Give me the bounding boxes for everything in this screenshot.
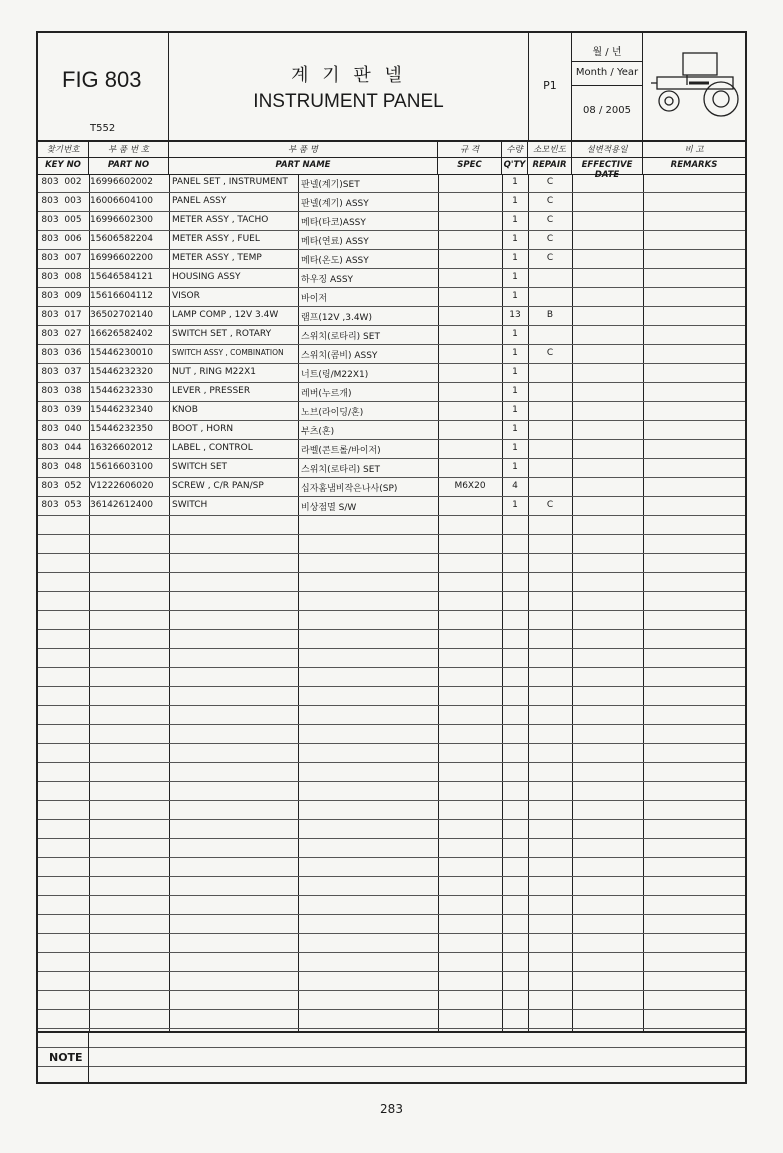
table-row: [38, 212, 745, 231]
cell-part: 15446232320: [90, 367, 153, 377]
parts-sheet: [36, 31, 747, 1084]
cell-fig: 803: [41, 196, 59, 206]
table-row: [38, 611, 745, 630]
cell-name-en: VISOR: [172, 291, 200, 301]
cell-qty: 1: [512, 177, 518, 187]
table-row: [38, 421, 745, 440]
note-label: NOTE: [49, 1051, 83, 1064]
cell-key: 048: [64, 462, 82, 472]
cell-part: 16626582402: [90, 329, 153, 339]
cell-name-en: METER ASSY , TEMP: [172, 253, 262, 263]
tractor-logo: [643, 33, 745, 140]
table-row: [38, 250, 745, 269]
cell-part: 16996602200: [90, 253, 153, 263]
cell-repair: C: [546, 177, 554, 187]
cell-qty: 1: [512, 405, 518, 415]
cell-part: 16326602012: [90, 443, 153, 453]
table-row: [38, 668, 745, 687]
col-spec: 규 격 SPEC: [438, 140, 502, 174]
cell-repair: C: [546, 196, 554, 206]
table-row: [38, 440, 745, 459]
title-english: INSTRUMENT PANEL: [253, 91, 444, 112]
cell-name-en: NUT , RING M22X1: [172, 367, 256, 377]
cell-qty: 1: [512, 443, 518, 453]
cell-part: 15446232340: [90, 405, 153, 415]
table-row: [38, 706, 745, 725]
cell-name-ko: 라벨(콘트롤/바이저): [301, 446, 381, 456]
cell-fig: 803: [41, 291, 59, 301]
cell-name-ko: 스위치(로타리) SET: [301, 465, 380, 475]
cell-fig: 803: [41, 367, 59, 377]
col-part-no: 부 품 번 호 PART NO: [89, 140, 169, 174]
cell-name-en: HOUSING ASSY: [172, 272, 241, 282]
cell-part: 15446232330: [90, 386, 153, 396]
table-row: [38, 782, 745, 801]
cell-qty: 1: [512, 291, 518, 301]
cell-qty: 1: [512, 234, 518, 244]
cell-fig: 803: [41, 215, 59, 225]
table-row: [38, 288, 745, 307]
cell-name-en: SWITCH SET , ROTARY: [172, 329, 272, 339]
cell-key: 007: [64, 253, 82, 263]
cell-name-ko: 비상점멸 S/W: [301, 503, 357, 513]
cell-key: 036: [64, 348, 82, 358]
issue-date: 08 / 2005: [583, 105, 631, 116]
table-row: [38, 991, 745, 1010]
col-repair: 소모빈도 REPAIR: [528, 140, 572, 174]
cell-key: 039: [64, 405, 82, 415]
cell-part: 16996602002: [90, 177, 153, 187]
table-row: [38, 896, 745, 915]
table-row: [38, 820, 745, 839]
table-row: [38, 687, 745, 706]
cell-qty: 1: [512, 462, 518, 472]
month-year-english: Month / Year: [575, 67, 639, 78]
cell-part: 15616603100: [90, 462, 153, 472]
table-row: [38, 402, 745, 421]
table-row: [38, 934, 745, 953]
cell-key: 053: [64, 500, 82, 510]
page-label: P1: [543, 79, 557, 92]
table-row: [38, 535, 745, 554]
cell-qty: 1: [512, 500, 518, 510]
cell-fig: 803: [41, 348, 59, 358]
table-row: [38, 858, 745, 877]
cell-part: 15616604112: [90, 291, 153, 301]
table-row: [38, 364, 745, 383]
cell-repair: C: [546, 215, 554, 225]
cell-key: 003: [64, 196, 82, 206]
model-code: T552: [90, 123, 116, 134]
cell-key: 009: [64, 291, 82, 301]
table-row: [38, 516, 745, 535]
cell-qty: 1: [512, 253, 518, 263]
cell-repair: B: [546, 310, 554, 320]
col-remarks: 비 고 REMARKS: [670, 145, 718, 170]
cell-part: 16006604100: [90, 196, 153, 206]
cell-part: 36142612400: [90, 500, 153, 510]
fig-number: FIG 803: [62, 67, 142, 92]
table-row: [38, 801, 745, 820]
cell-repair: C: [546, 348, 554, 358]
cell-repair: C: [546, 234, 554, 244]
cell-name-ko: 판넬(계기)SET: [301, 180, 360, 190]
cell-name-ko: 하우징 ASSY: [301, 275, 354, 285]
cell-key: 052: [64, 481, 82, 491]
fig-cell: [38, 33, 169, 140]
col-qty: 수량 Q'TY: [502, 140, 528, 174]
cell-repair: C: [546, 500, 554, 510]
table-row: [38, 649, 745, 668]
cell-part: 36502702140: [90, 310, 153, 320]
sheet-header: [38, 33, 745, 142]
table-row: [38, 345, 745, 364]
cell-name-en: LEVER , PRESSER: [172, 386, 251, 396]
month-year-korean: 월 / 년: [592, 47, 622, 58]
cell-qty: 4: [512, 481, 518, 491]
col-part-name: 부 품 명 PART NAME: [169, 140, 438, 174]
page-cell: [529, 33, 572, 140]
cell-name-en: SCREW , C/R PAN/SP: [172, 481, 264, 491]
cell-name-ko: 스위치(로타리) SET: [301, 332, 380, 342]
cell-name-ko: 바이저: [301, 294, 328, 304]
table-row: [38, 478, 745, 497]
cell-name-ko: 너트(링/M22X1): [301, 370, 369, 380]
cell-key: 006: [64, 234, 82, 244]
col-key: 찾기번호 KEY NO: [38, 140, 89, 174]
cell-qty: 1: [512, 424, 518, 434]
cell-key: 044: [64, 443, 82, 453]
cell-name-ko: 판넬(계기) ASSY: [301, 199, 369, 209]
cell-name-en: KNOB: [172, 405, 198, 415]
table-row: [38, 459, 745, 478]
cell-name-ko: 램프(12V ,3.4W): [301, 313, 372, 323]
cell-fig: 803: [41, 272, 59, 282]
cell-qty: 1: [512, 196, 518, 206]
cell-part: 15446230010: [90, 348, 153, 358]
table-row: [38, 269, 745, 288]
cell-name-en: PANEL ASSY: [172, 196, 227, 206]
cell-key: 027: [64, 329, 82, 339]
table-row: [38, 231, 745, 250]
cell-qty: 1: [512, 272, 518, 282]
table-row: [38, 744, 745, 763]
table-row: [38, 326, 745, 345]
cell-name-en: METER ASSY , FUEL: [172, 234, 260, 244]
cell-name-ko: 레버(누르개): [301, 389, 352, 399]
cell-part: 15646584121: [90, 272, 153, 282]
title-cell: [169, 33, 529, 140]
cell-key: 008: [64, 272, 82, 282]
cell-qty: 1: [512, 367, 518, 377]
cell-key: 005: [64, 215, 82, 225]
table-row: [38, 953, 745, 972]
page-number: 283: [380, 1102, 403, 1116]
table-row: [38, 174, 745, 193]
cell-fig: 803: [41, 481, 59, 491]
title-korean: 계 기 판 넬: [291, 65, 406, 86]
cell-part: 15446232350: [90, 424, 153, 434]
cell-fig: 803: [41, 424, 59, 434]
cell-name-ko: 부츠(혼): [301, 427, 335, 437]
cell-name-ko: 스위치(콤비) ASSY: [301, 351, 378, 361]
cell-key: 002: [64, 177, 82, 187]
cell-name-ko: 노브(라이딩/혼): [301, 408, 364, 418]
cell-name-ko: 십자홈냄비작은나사(SP): [301, 484, 398, 494]
cell-fig: 803: [41, 329, 59, 339]
table-row: [38, 383, 745, 402]
cell-part: 15606582204: [90, 234, 153, 244]
cell-qty: 1: [512, 348, 518, 358]
cell-qty: 1: [512, 329, 518, 339]
cell-key: 017: [64, 310, 82, 320]
cell-repair: C: [546, 253, 554, 263]
table-row: [38, 839, 745, 858]
cell-fig: 803: [41, 443, 59, 453]
cell-key: 037: [64, 367, 82, 377]
parts-table-body: [38, 174, 745, 1067]
cell-spec: M6X20: [454, 481, 486, 491]
table-row: [38, 573, 745, 592]
cell-fig: 803: [41, 462, 59, 472]
cell-fig: 803: [41, 234, 59, 244]
cell-name-en: PANEL SET , INSTRUMENT: [172, 177, 288, 187]
cell-fig: 803: [41, 177, 59, 187]
cell-key: 038: [64, 386, 82, 396]
cell-fig: 803: [41, 405, 59, 415]
cell-fig: 803: [41, 386, 59, 396]
table-row: [38, 630, 745, 649]
table-row: [38, 193, 745, 212]
table-row: [38, 877, 745, 896]
cell-part: 16996602300: [90, 215, 153, 225]
cell-name-ko: 메타(연료) ASSY: [301, 237, 369, 247]
table-row: [38, 307, 745, 326]
col-effective-date: 설변적용일 EFFECTIVE DATE: [572, 140, 643, 174]
table-row: [38, 554, 745, 573]
cell-name-en: BOOT , HORN: [172, 424, 234, 434]
cell-name-ko: 메타(온도) ASSY: [301, 256, 369, 266]
cell-name-ko: 메타(타코)ASSY: [301, 218, 366, 228]
cell-part: V1222606020: [90, 481, 154, 491]
table-row: [38, 725, 745, 744]
cell-name-en: LABEL , CONTROL: [172, 443, 253, 453]
cell-name-en: LAMP COMP , 12V 3.4W: [172, 310, 279, 320]
cell-fig: 803: [41, 253, 59, 263]
column-headers: [38, 140, 745, 180]
table-row: [38, 1010, 745, 1029]
cell-name-en: SWITCH: [172, 500, 208, 510]
cell-qty: 13: [509, 310, 521, 320]
date-cell: [572, 33, 643, 140]
table-row: [38, 915, 745, 934]
cell-qty: 1: [512, 215, 518, 225]
table-row: [38, 972, 745, 991]
cell-key: 040: [64, 424, 82, 434]
cell-name-en: METER ASSY , TACHO: [172, 215, 269, 225]
cell-name-en: SWITCH SET: [172, 462, 228, 472]
cell-qty: 1: [512, 386, 518, 396]
cell-fig: 803: [41, 310, 59, 320]
note-section: [38, 1031, 745, 1084]
table-row: [38, 592, 745, 611]
cell-name-en: SWITCH ASSY , COMBINATION: [172, 348, 284, 357]
table-row: [38, 763, 745, 782]
cell-fig: 803: [41, 500, 59, 510]
table-row: [38, 497, 745, 516]
